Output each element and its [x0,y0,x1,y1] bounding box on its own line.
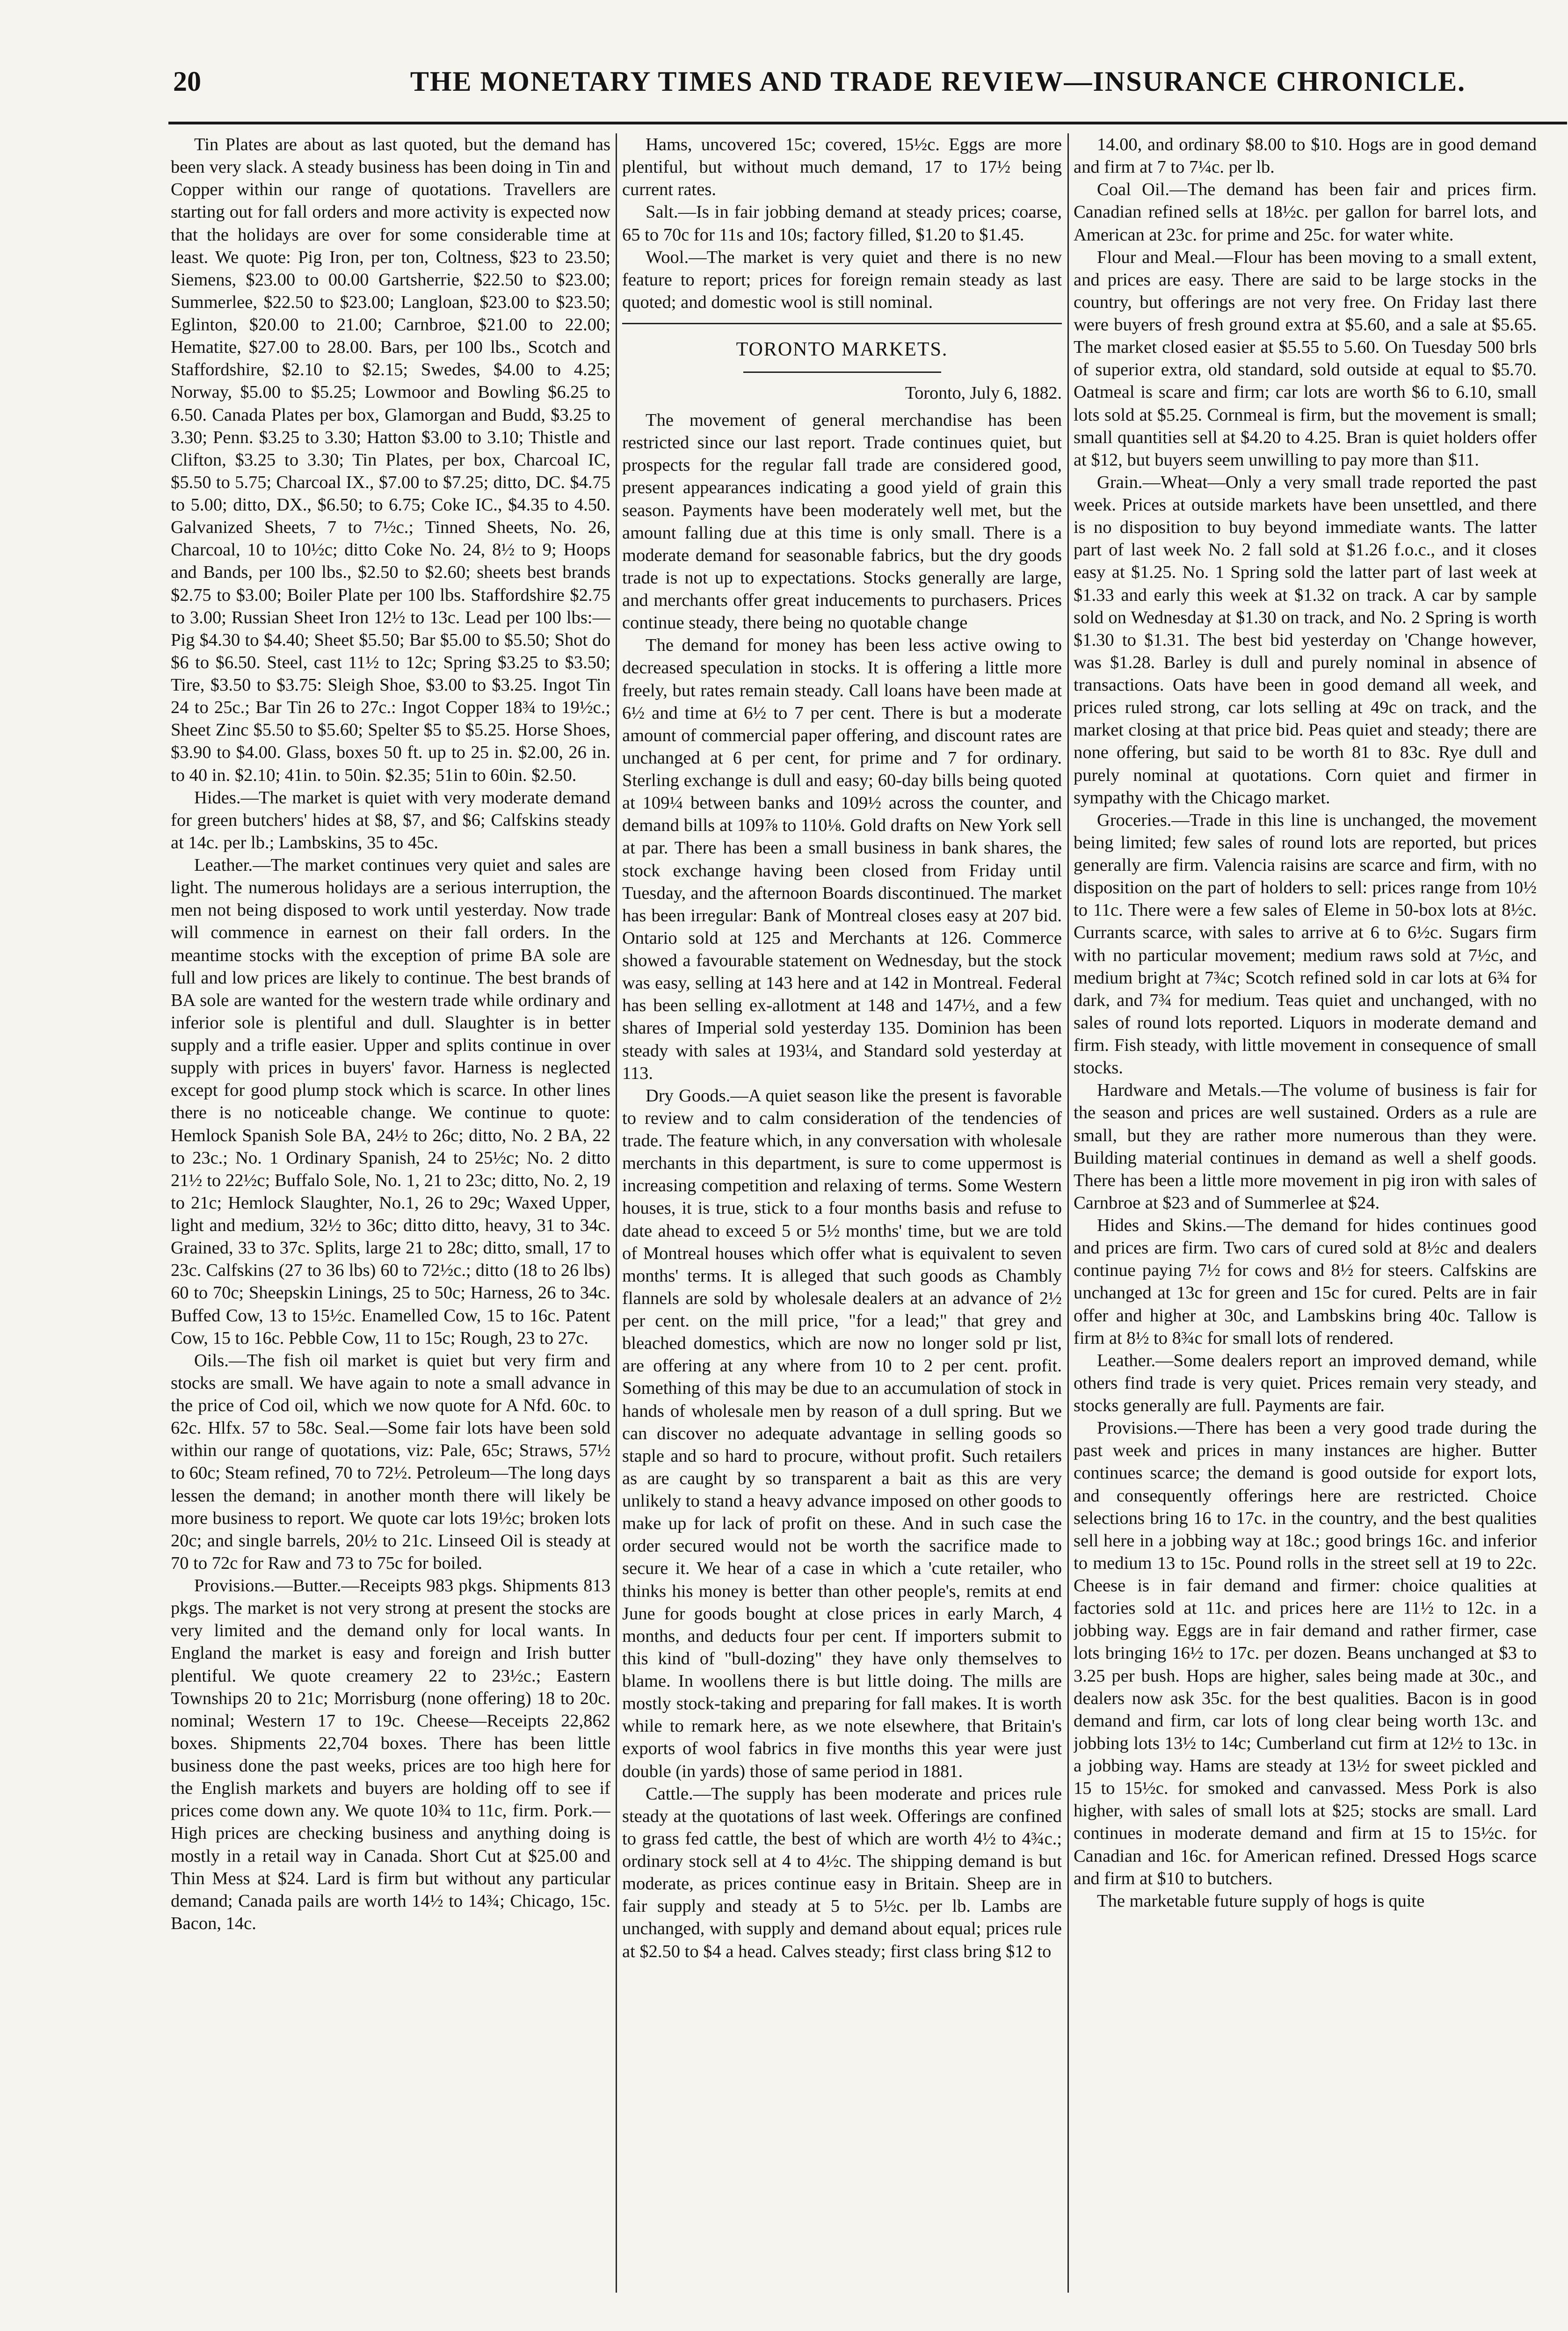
oils-paragraph: Oils.—The fish oil market is quiet but very firm and stocks are small. We have again to note a small advance in the price of Cod oil, which we now quote for A Nfd. 60c. to 62c. Hlfx. 57 to 58c. Seal.—Some fair lots have been sold within our range of quotations, viz: Pale, 65c; Straws, 57½ to 60c; Steam refined, 70 to 72½. Petroleum—The long days lessen the demand; in another month there will likely be more business to report. We quote car lots 19½c; broken lots 20c; and single barrels, 20½ to 21c. Linseed Oil is steady at 70 to 72c for Raw and 73 to 75c for boiled. [171,1350,610,1573]
coal-oil-paragraph: Coal Oil.—The demand has been fair and prices firm. Canadian refined sells at 18½c. per gallon for barrel lots, and American at 23c. for prime and 25c. for water white. [1074,180,1537,245]
hams-eggs-paragraph: Hams, uncovered 15c; covered, 15½c. Eggs are more plentiful, but without much demand, 17 to 17½ being current rates. [622,135,1062,200]
hides-paragraph: Hides.—The market is quiet with very moderate demand for green butchers' hides at $8, $7, and $6; Calfskins steady at 14c. per lb.; Lambskins, 35 to 45c. [171,787,610,852]
cattle-paragraph: Cattle.—The supply has been moderate and prices rule steady at the quotations of last week. Offerings are confined to grass fed cattle, the best of which are worth 4½ to 4¾c.; ordinary stock sell at 4 to 4½c. The shipping demand is but moderate, as prices continue easy in Britain. Sheep are in fair supply and steady at 5 to 5½c. per lb. Lambs are unchanged, with supply and demand about equal; prices rule at $2.50 to $4 a head. Calves steady; first class bring $12 to [622,1784,1062,1961]
groceries-paragraph: Groceries.—Trade in this line is unchanged, the movement being limited; few sales of round lots are reported, but prices generally are firm. Valencia raisins are scarce and firm, with no disposition on the part of holders to sell: prices range from 10½ to 11c. There were a few sales of Eleme in 50-box lots at 8½c. Currants scarce, with sales to arrive at 6 to 6½c. Sugars firm with no particular movement; medium raws sold at 7½c, and medium bright at 7¾c; Scotch refined sold in car lots at 6¾ for dark, and 7¾ for medium. Teas quiet and unchanged, with no sales of round lots reported. Liquors in moderate demand and firm. Fish steady, with little movement in consequence of small stocks. [1074,810,1537,1078]
heading-underline [743,372,941,373]
money-market-paragraph: The demand for money has been less active owing to decreased speculation in stocks. It is offering a little more freely, but rates remain steady. Call loans have been made at 6½ and time at 6½ to 7 per cent. There is but a moderate amount of commercial paper offering, and discount rates are unchanged at 6 per cent, for prime and 7 for ordinary. Sterling exchange is dull and easy; 60-day bills being quoted at 109¼ between banks and 109½ across the counter, and demand bills at 109⅞ to 110⅛. Gold drafts on New York sell at par. There has been a small business in bank shares, the stock exchange having been closed from Friday until Tuesday, and the afternoon Boards discontinued. The market has been irregular: Bank of Montreal closes easy at 207 bid. Ontario sold at 125 and Merchants at 126. Commerce showed a favourable statement on Wednesday, but the stock was easy, selling at 143 here and at 142 in Montreal. Federal has been selling ex-allotment at 148 and 147½, and a few shares of Imperial sold yesterday 135. Dominion has been steady with sales at 193¼, and Standard sold yesterday at 113. [622,635,1062,1083]
salt-paragraph: Salt.—Is in fair jobbing demand at steady prices; coarse, 65 to 70c for 11s and 10s; factory filled, $1.20 to $1.45. [622,202,1062,245]
page-number: 20 [173,66,201,97]
dateline: Toronto, July 6, 1882. [905,383,1062,403]
section-divider [622,323,1062,324]
tin-plates-paragraph: Tin Plates are about as last quoted, but the demand has been very slack. A steady business has been doing in Tin and Copper within our range of quotations. Travellers are starting out for fall orders and more activity is expected now that the holidays are over for some considerable time at least. We quote: Pig Iron, per ton, Coltness, $23 to 23.50; Siemens, $23.00 to 00.00 Gartsherrie, $22.50 to $23.00; Summerlee, $22.50 to $23.00; Langloan, $23.00 to $23.50; Eglinton, $20.00 to 21.00; Carnbroe, $21.00 to 22.00; Hematite, $27.00 to 28.00. Bars, per 100 lbs., Scotch and Staffordshire, $2.10 to $2.15; Swedes, $4.00 to 4.25; Norway, $5.00 to $5.25; Lowmoor and Bowling $6.25 to 6.50. Canada Plates per box, Glamorgan and Budd, $3.25 to 3.30; Penn. $3.25 to 3.30; Hatton $3.00 to 3.10; Thistle and Clifton, $3.25 to 3.30; Tin Plates, per box, Charcoal IC, $5.50 to 5.75; Charcoal IX., $7.00 to $7.25; ditto, DC. $4.75 to 5.00; ditto, DX., $6.50; to 6.75; Coke IC., $4.35 to 4.50. Galvanized Sheets, 7 to 7½c.; Tinned Sheets, No. 26, Charcoal, 10 to 10½c; ditto Coke No. 24, 8½ to 9; Hoops and Bands, per 100 lbs., $2.50 to $2.60; sheets best brands $2.75 to $3.00; Boiler Plate per 100 lbs. Staffordshire $2.75 to 3.00; Russian Sheet Iron 12½ to 13c. Lead per 100 lbs:—Pig $4.30 to $4.40; Sheet $5.50; Bar $5.00 to $5.50; Shot do $6 to $6.50. Steel, cast 11½ to 12c; Spring $3.25 to $3.50; Tire, $3.50 to $3.75: Sleigh Shoe, $3.00 to $3.25. Ingot Tin 24 to 25c.; Bar Tin 26 to 27c.: Ingot Copper 18¾ to 19½c.; Sheet Zinc $5.50 to $5.60; Spelter $5 to $5.25. Horse Shoes, $3.90 to $4.00. Glass, boxes 50 ft. up to 25 in. $2.00, 26 in. to 40 in. $2.10; 41in. to 50in. $2.35; 51in to 60in. $2.50. [171,135,610,785]
dry-goods-paragraph: Dry Goods.—A quiet season like the present is favorable to review and to calm consideration of the tendencies of trade. The feature which, in any conversation with wholesale merchants in this department, is sure to come uppermost is increasing competition and relaxing of terms. Some Western houses, it is true, stick to a four months basis and refuse to date ahead to exceed 5 or 5½ months' time, but we are told of Montreal houses which offer what is equivalent to seven months' terms. It is alleged that such goods as Chambly flannels are sold by wholesale dealers at an advance of 2½ per cent. on the mill price, "for a lead;" that grey and bleached domestics, which are now no longer sold pr list, are offering at any where from 10 to 2 per cent. profit. Something of this may be due to an accumulation of stock in hands of wholesale men by reason of a dull spring. But we can discover no adequate advantage in selling goods so staple and so hard to procure, without profit. Such retailers as are caught by so transparent a bait as this are very unlikely to stand a heavy advance imposed on other goods to make up for lack of profit on these. And in such case the order secured would not be worth the sacrifice made to secure it. We hear of a case in which a 'cute retailer, who thinks his money is better than other people's, remits at end June for goods bought at close prices in early March, 4 months, and deducts four per cent. If importers submit to this kind of "bull-dozing" they have only themselves to blame. In woollens there is but little doing. The mills are mostly stock-taking and preparing for fall makes. It is worth while to remark here, as we note elsewhere, that Britain's exports of wool fabrics in five months this year were just double (in yards) those of same period in 1881. [622,1085,1062,1781]
leather-toronto-paragraph: Leather.—Some dealers report an improved demand, while others find trade is very quiet. Prices remain very steady, and stocks generally are full. Payments are fair. [1074,1350,1537,1415]
provisions-paragraph: Provisions.—Butter.—Receipts 983 pkgs. Shipments 813 pkgs. The market is not very strong at present the stocks are very limited and the demand only for local wants. In England the market is easy and foreign and Irish butter plentiful. We quote creamery 22 to 23½c.; Eastern Townships 20 to 21c; Morrisburg (none offering) 18 to 20c. nominal; Western 17 to 19c. Cheese—Receipts 22,862 boxes. Shipments 22,704 boxes. There has been little business done the past weeks, prices are too high here for the English markets and buyers are holding off to see if prices come down any. We quote 10¾ to 11c, firm. Pork.—High prices are checking business and anything doing is mostly in a retail way in Canada. Short Cut at $25.00 and Thin Mess at $24. Lard is firm but without any particular demand; Canada pails are worth 14½ to 14¾; Chicago, 15c. Bacon, 14c. [171,1576,610,1933]
provisions-toronto-paragraph: Provisions.—There has been a very good trade during the past week and prices in many instances are higher. Butter continues scarce; the demand is good outside for export lots, and consequently offerings here are restricted. Choice selections bring 16 to 17c. in the country, and the best qualities sell here in a jobbing way at 18c.; good brings 16c. and inferior to medium 13 to 15c. Pound rolls in the street sell at 19 to 22c. Cheese is in fair demand and firmer: choice qualities at factories sold at 11c. and prices here are 11½ to 12c. in a jobbing way. Eggs are in fair demand and rather firmer, case lots bringing 16½ to 17c. per dozen. Beans unchanged at $3 to 3.25 per bush. Hops are higher, sales being made at 30c., and dealers now ask 35c. for the best qualities. Bacon is in good demand and firm, car lots of long clear being worth 13c. and jobbing lots 13½ to 14c; Cumberland cut firm at 12½ to 13c. in a jobbing way. Hams are steady at 13½ for sweet pickled and 15 to 15½c. for smoked and canvassed. Mess Pork is also higher, with sales of small lots at $25; stocks are small. Lard continues in moderate demand and firm at 15 to 15½c. for Canadian and 16c. for American refined. Dressed Hogs scarce and firm at $10 to butchers. [1074,1418,1537,1888]
hardware-metals-paragraph: Hardware and Metals.—The volume of business is fair for the season and prices are well sustained. Orders as a rule are small, but they are rather more numerous than they were. Building material continues in demand as well a shelf goods. There has been a little more movement in pig iron with sales of Carnbroe at $23 and of Summerlee at $24. [1074,1080,1537,1213]
general-merchandise-paragraph: The movement of general merchandise has been restricted since our last report. Trade continues quiet, but prospects for the regular fall trade are considered good, present appearances indicating a good yield of grain this season. Payments have been moderately well met, but the amount falling due at this time is only small. There is a moderate demand for seasonable fabrics, but the dry goods trade is not up to expectations. Stocks generally are large, and merchants offer great inducements to purchasers. Prices continue steady, there being no quotable change [622,410,1062,633]
leather-paragraph: Leather.—The market continues very quiet and sales are light. The numerous holidays are a serious interruption, the men not being disposed to work until yesterday. Now trade will commence in earnest on their fall orders. In the meantime stocks with the exception of prime BA sole are full and low prices are likely to continue. The best brands of BA sole are wanted for the western trade while ordinary and inferior sole is plentiful and dull. Slaughter is in better supply and a trifle easier. Upper and splits continue in over supply with prices in buyers' favor. Harness is neglected except for good plump stock which is scarce. In other lines there is no noticeable change. We continue to quote: Hemlock Spanish Sole BA, 24½ to 26c; ditto, No. 2 BA, 22 to 23c.; No. 1 Ordinary Spanish, 24 to 25½c; No. 2 ditto 21½ to 22½c; Buffalo Sole, No. 1, 21 to 23c; ditto, No. 2, 19 to 21c; Hemlock Slaughter, No.1, 26 to 29c; Waxed Upper, light and medium, 32½ to 36c; ditto ditto, heavy, 31 to 34c. Grained, 33 to 37c. Splits, large 21 to 28c; ditto, small, 17 to 23c. Calfskins (27 to 36 lbs) 60 to 72½c.; ditto (18 to 26 lbs) 60 to 70c; Sheepskin Linings, 25 to 50c; Harness, 26 to 34c. Buffed Cow, 13 to 15½c. Enamelled Cow, 15 to 16c. Patent Cow, 15 to 16c. Pebble Cow, 11 to 15c; Rough, 23 to 27c. [171,855,610,1348]
column-rule [616,133,617,2293]
page-header [168,56,1567,124]
flour-meal-paragraph: Flour and Meal.—Flour has been moving to a small extent, and prices are easy. There are said to be large stocks in the country, but offerings are not very free. On Friday last there were buyers of fresh ground extra at $5.60, and a sale at $5.65. The market closed easier at $5.55 to 5.60. On Tuesday 500 brls of superior extra, old standard, sold outside at equal to $5.70. Oatmeal is scare and firm; car lots are worth $6 to 6.10, small lots sold at $5.25. Cornmeal is firm, but the movement is small; small quantities sell at $4.20 to 4.25. Bran is quiet holders offer at $12, but buyers seem unwilling to pay more than $11. [1074,247,1537,470]
grain-paragraph: Grain.—Wheat—Only a very small trade reported the past week. Prices at outside markets have been unsettled, and there is no disposition to buy beyond immediate wants. The latter part of last week No. 2 fall sold at $1.26 f.o.c., and it closes easy at $1.25. No. 1 Spring sold the latter part of last week at $1.33 and early this week at $1.32 on track. A car by sample sold on Wednesday at $1.30 on track, and No. 2 Spring is worth $1.30 to $1.31. The best bid yesterday on 'Change however, was $1.28. Barley is dull and purely nominal in absence of transactions. Oats have been in good demand all week, and prices ruled strong, car lots selling at 49c on track, and the market closing at that price bid. Peas quiet and steady; there are none offering, but said to be worth 81 to 83c. Rye dull and purely nominal at quotations. Corn quiet and firmer in sympathy with the Chicago market. [1074,472,1537,808]
hogs-supply-paragraph: The marketable future supply of hogs is quite [1097,1891,1425,1911]
running-title: THE MONETARY TIMES AND TRADE REVIEW—INSURANCE CHRONICLE. [410,66,1466,97]
hides-skins-paragraph: Hides and Skins.—The demand for hides continues good and prices are firm. Two cars of cured sold at 8½c and dealers continue paying 7½ for cows and 8½ for steers. Calfskins are unchanged at 13c for green and 15c for cured. Pelts are in fair offer and higher at 30c, and Lambskins bring 40c. Tallow is firm at 8½ to 8¾c for small lots of rendered. [1074,1216,1537,1348]
column-2 [622,133,1062,2304]
calves-hogs-paragraph: 14.00, and ordinary $8.00 to $10. Hogs are in good demand and firm at 7 to 7¼c. per lb. [1074,135,1537,177]
section-heading: TORONTO MARKETS. [736,339,948,360]
column-1 [171,133,610,2304]
wool-paragraph: Wool.—The market is very quiet and there is no new feature to report; prices for foreign remain steady as last quoted; and domestic wool is still nominal. [622,247,1062,312]
column-3 [1074,133,1537,2304]
column-rule [1067,133,1069,2293]
